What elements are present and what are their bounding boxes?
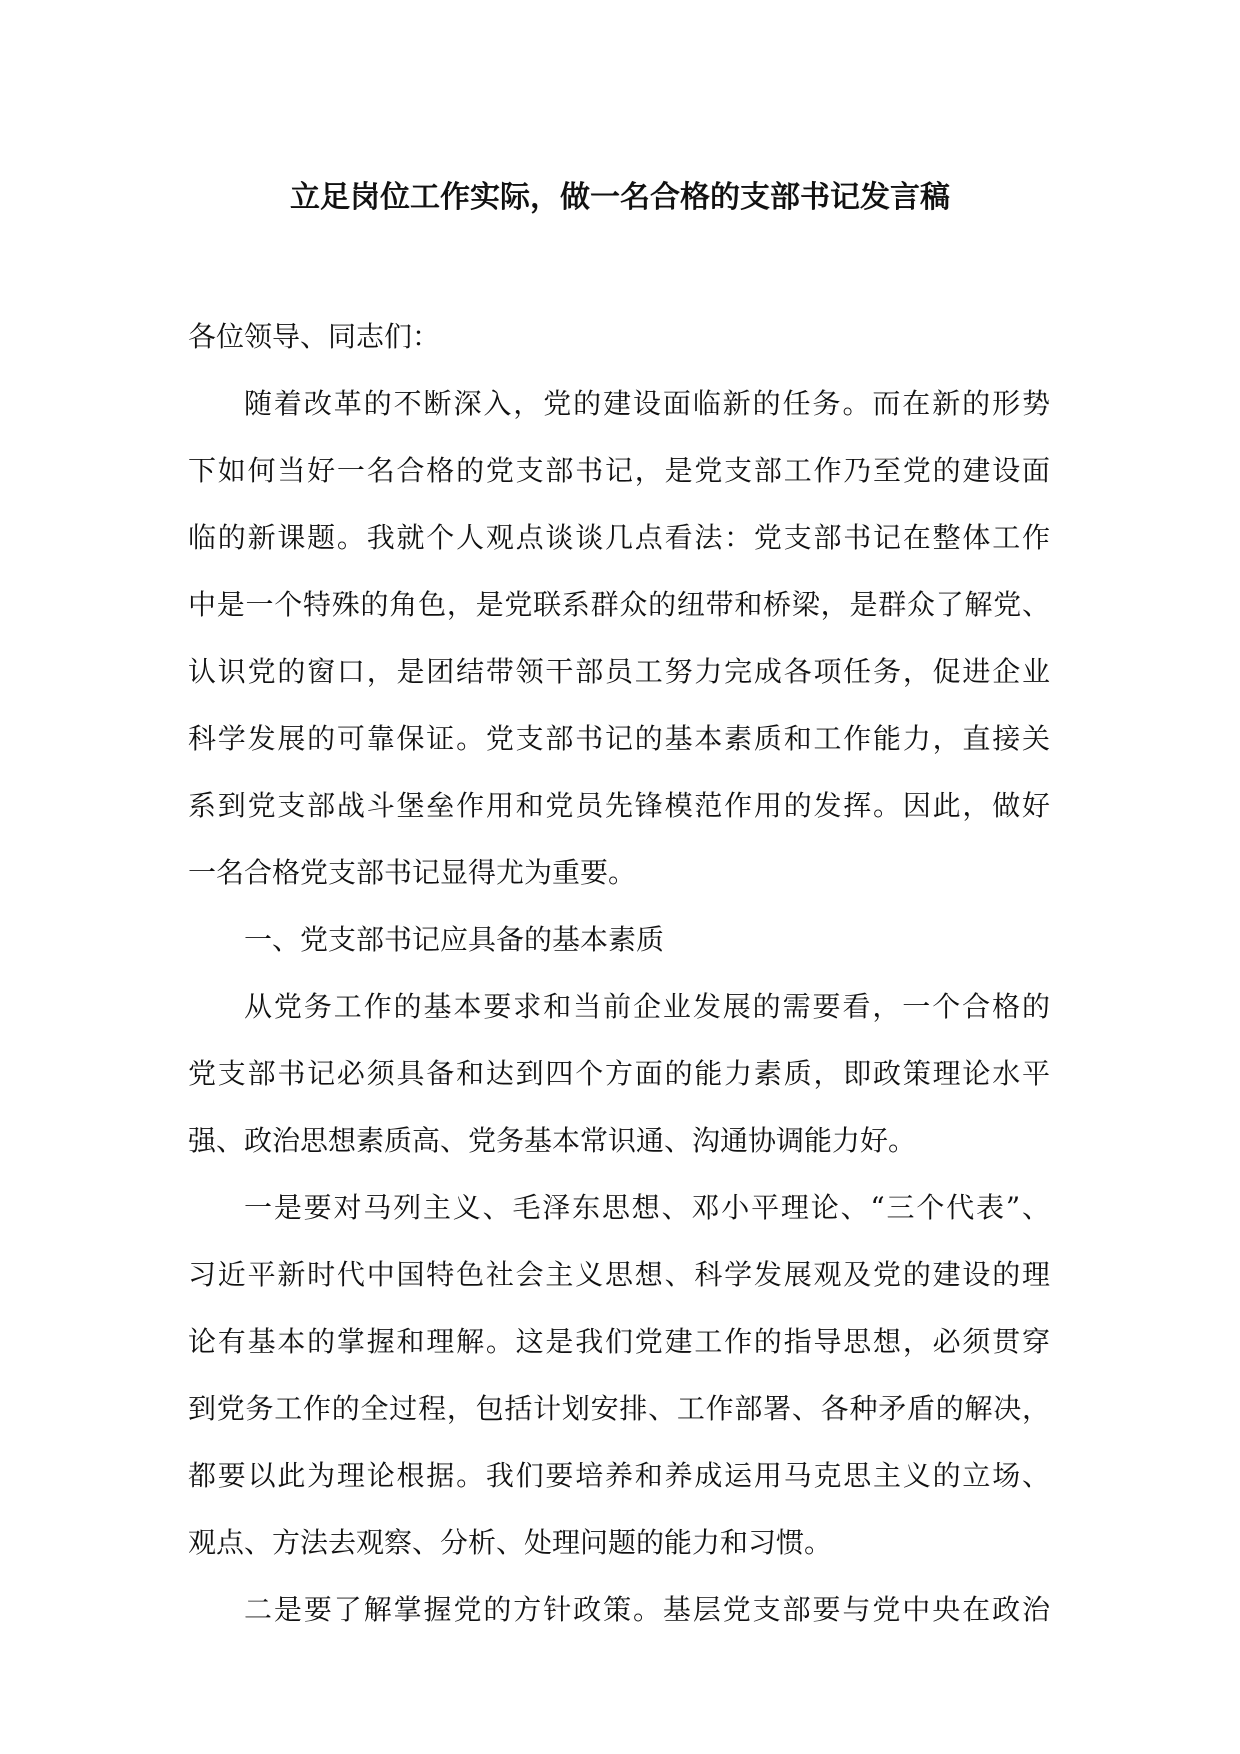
section-heading: 一、党支部书记应具备的基本素质 [244, 923, 665, 956]
paragraph-intro [188, 383, 1050, 894]
paragraph-line: 一名合格党支部书记显得尤为重要。 [188, 856, 637, 889]
salutation: 各位领导、同志们： [188, 320, 441, 353]
paragraph-line: 科学发展的可靠保证。党支部书记的基本素质和工作能力，直接关 [188, 722, 1050, 755]
paragraph-line: 下如何当好一名合格的党支部书记，是党支部工作乃至党的建设面 [188, 454, 1050, 487]
paragraph-theory [188, 1187, 1050, 1564]
paragraph-line: 中是一个特殊的角色，是党联系群众的纽带和桥梁，是群众了解党、 [188, 588, 1050, 621]
document-title: 立足岗位工作实际，做一名合格的支部书记发言稿 [290, 180, 950, 215]
paragraph-line: 认识党的窗口，是团结带领干部员工努力完成各项任务，促进企业 [188, 655, 1050, 688]
paragraph-line: 强、政治思想素质高、党务基本常识通、沟通协调能力好。 [188, 1124, 917, 1157]
paragraph-policy [188, 1589, 1050, 1631]
paragraph-line: 从党务工作的基本要求和当前企业发展的需要看，一个合格的 [244, 990, 1050, 1023]
paragraph-line: 论有基本的掌握和理解。这是我们党建工作的指导思想，必须贯穿 [188, 1325, 1050, 1358]
paragraph-line: 随着改革的不断深入，党的建设面临新的任务。而在新的形势 [244, 387, 1050, 420]
paragraph-line: 观点、方法去观察、分析、处理问题的能力和习惯。 [188, 1526, 833, 1559]
paragraph-line: 临的新课题。我就个人观点谈谈几点看法：党支部书记在整体工作 [188, 521, 1050, 554]
paragraph-line: 二是要了解掌握党的方针政策。基层党支部要与党中央在政治 [244, 1593, 1050, 1626]
paragraph-requirements [188, 986, 1050, 1162]
paragraph-line: 习近平新时代中国特色社会主义思想、科学发展观及党的建设的理 [188, 1258, 1050, 1291]
paragraph-line: 一是要对马列主义、毛泽东思想、邓小平理论、“三个代表”、 [244, 1191, 1050, 1224]
document-body [188, 316, 1050, 1656]
paragraph-line: 系到党支部战斗堡垒作用和党员先锋模范作用的发挥。因此，做好 [188, 789, 1050, 822]
paragraph-line: 党支部书记必须具备和达到四个方面的能力素质，即政策理论水平 [188, 1057, 1050, 1090]
paragraph-line: 都要以此为理论根据。我们要培养和养成运用马克思主义的立场、 [188, 1459, 1050, 1492]
paragraph-line: 到党务工作的全过程，包括计划安排、工作部署、各种矛盾的解决， [188, 1392, 1050, 1425]
